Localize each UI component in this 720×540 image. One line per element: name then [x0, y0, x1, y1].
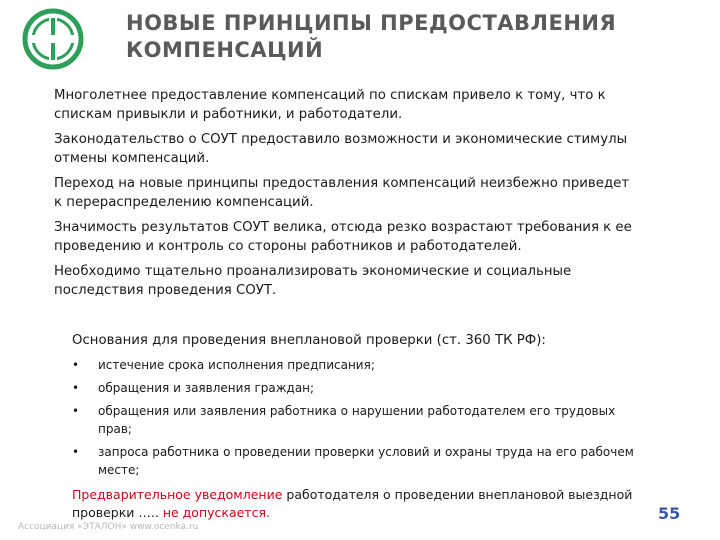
association-logo-icon	[22, 8, 84, 70]
title-line-2: КОМПЕНСАЦИЙ	[126, 38, 324, 62]
inspection-grounds-heading: Основания для проведения внеплановой проверки (ст. 360 ТК РФ):	[72, 333, 546, 348]
list-item: • истечение срока исполнения предписания;	[72, 358, 375, 372]
list-item: • обращения или заявления работника о нарушении работодателем его трудовых прав;	[72, 404, 616, 436]
footer-attribution: Ассоциация «ЭТАЛОН» www.ocenka.ru	[18, 522, 199, 532]
bullet-icon: •	[72, 381, 80, 395]
main-paragraphs	[54, 86, 702, 306]
page-number: 55	[658, 504, 681, 523]
paragraph-2: Законодательство о СОУТ предоставило возможности и экономические стимулы отмены компенсаций.	[54, 132, 628, 166]
notice-line2: проверки …..	[72, 505, 163, 520]
bullet-icon: •	[72, 404, 80, 418]
list-item: • обращения и заявления граждан;	[72, 381, 315, 395]
notice-text	[72, 486, 632, 522]
paragraph-5: Необходимо тщательно проанализировать экономические и социальные последствия проведения СОУТ.	[54, 264, 572, 298]
page-title	[126, 10, 616, 64]
notice-highlight-end: не допускается.	[162, 505, 270, 520]
inspection-grounds-list	[72, 356, 702, 484]
paragraph-1: Многолетнее предоставление компенсаций по спискам привело к тому, что к спискам привыкли и работники, и работодатели.	[54, 88, 606, 122]
title-line-1: НОВЫЕ ПРИНЦИПЫ ПРЕДОСТАВЛЕНИЯ	[126, 11, 617, 35]
bullet-icon: •	[72, 358, 80, 372]
notice-highlight-start: Предварительное уведомление	[72, 487, 283, 502]
notice-middle: работодателя о проведении внеплановой выездной	[282, 487, 633, 502]
paragraph-4: Значимость результатов СОУТ велика, отсюда резко возрастают требования к ее проведению и контроль со стороны работников и работодателей.	[54, 220, 632, 254]
bullet-icon: •	[72, 445, 80, 459]
paragraph-3: Переход на новые принципы предоставления компенсаций неизбежно приведет к перераспределению компенсаций.	[54, 176, 630, 210]
list-item: • запроса работника о проведении проверки условий и охраны труда на его рабочем месте;	[72, 445, 634, 477]
